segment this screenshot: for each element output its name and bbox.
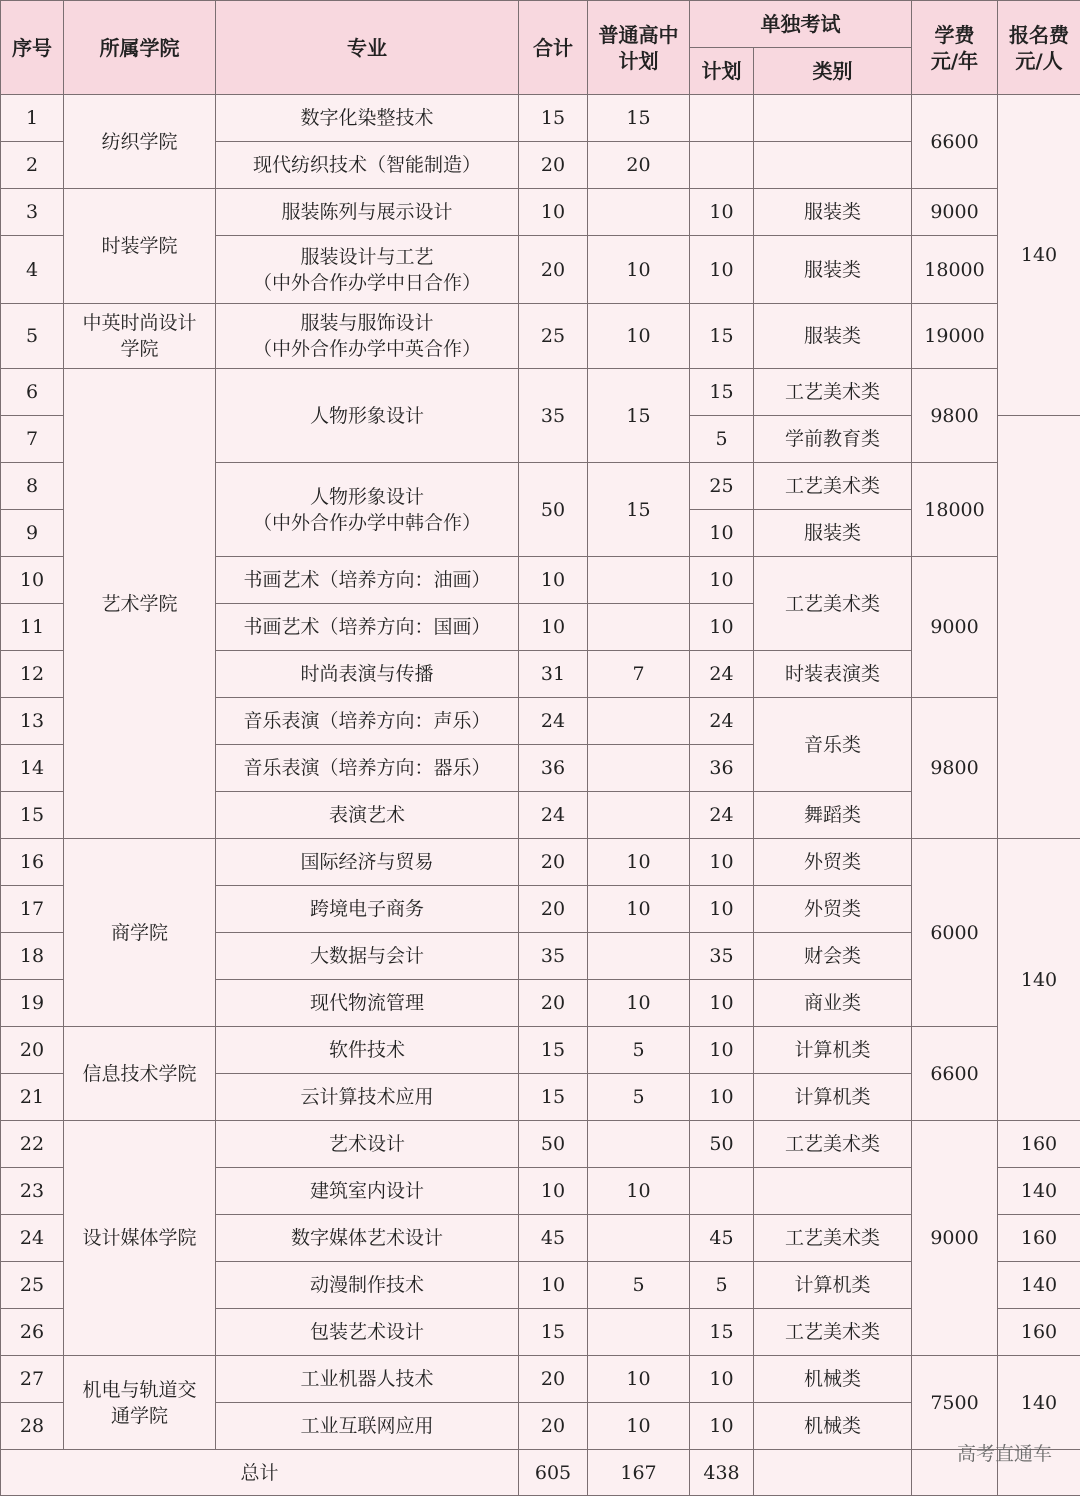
header-single-category: 类别 xyxy=(754,48,912,95)
cell-plan xyxy=(690,95,754,142)
cell-plan: 24 xyxy=(690,792,754,839)
header-single-exam: 单独考试 xyxy=(690,1,912,48)
cell-plan: 5 xyxy=(690,416,754,463)
cell-major: 云计算技术应用 xyxy=(216,1074,519,1121)
cell-seq: 6 xyxy=(1,369,64,416)
header-total: 合计 xyxy=(519,1,588,95)
cell-seq: 22 xyxy=(1,1121,64,1168)
cell-grand-regular: 167 xyxy=(588,1450,690,1496)
cell-major: 国际经济与贸易 xyxy=(216,839,519,886)
cell-regular: 15 xyxy=(588,369,690,463)
cell-seq: 5 xyxy=(1,304,64,369)
cell-major: 包装艺术设计 xyxy=(216,1309,519,1356)
cell-total: 20 xyxy=(519,886,588,933)
cell-seq: 15 xyxy=(1,792,64,839)
cell-seq: 21 xyxy=(1,1074,64,1121)
cell-regular xyxy=(588,1215,690,1262)
cell-total: 15 xyxy=(519,1027,588,1074)
cell-grand-total: 605 xyxy=(519,1450,588,1496)
cell-tuition: 18000 xyxy=(912,236,998,304)
cell-category: 计算机类 xyxy=(754,1027,912,1074)
cell-college-it: 信息技术学院 xyxy=(64,1027,216,1121)
cell-category: 机械类 xyxy=(754,1356,912,1403)
cell-seq: 14 xyxy=(1,745,64,792)
cell-seq: 17 xyxy=(1,886,64,933)
cell-college-design-media: 设计媒体学院 xyxy=(64,1121,216,1356)
cell-seq: 7 xyxy=(1,416,64,463)
cell-category xyxy=(754,1168,912,1215)
cell-total: 35 xyxy=(519,933,588,980)
table-row xyxy=(1,1356,1080,1403)
cell-total: 10 xyxy=(519,1262,588,1309)
cell-college-business: 商学院 xyxy=(64,839,216,1027)
cell-plan: 10 xyxy=(690,1027,754,1074)
cell-fee: 160 xyxy=(998,1121,1080,1168)
cell-major: 表演艺术 xyxy=(216,792,519,839)
cell-regular: 10 xyxy=(588,886,690,933)
cell-total: 15 xyxy=(519,95,588,142)
cell-category: 服装类 xyxy=(754,236,912,304)
cell-regular xyxy=(588,933,690,980)
cell-category: 财会类 xyxy=(754,933,912,980)
cell-plan: 45 xyxy=(690,1215,754,1262)
cell-seq: 11 xyxy=(1,604,64,651)
cell-major: 人物形象设计 （中外合作办学中韩合作） xyxy=(216,463,519,557)
cell-seq: 25 xyxy=(1,1262,64,1309)
cell-category: 工艺美术类 xyxy=(754,369,912,416)
cell-total: 10 xyxy=(519,604,588,651)
cell-seq: 20 xyxy=(1,1027,64,1074)
cell-tuition: 6600 xyxy=(912,1027,998,1121)
cell-total: 24 xyxy=(519,698,588,745)
cell-category: 服装类 xyxy=(754,510,912,557)
cell-major: 数字化染整技术 xyxy=(216,95,519,142)
cell-major: 艺术设计 xyxy=(216,1121,519,1168)
cell-fee: 140 xyxy=(998,1356,1080,1450)
cell-major: 人物形象设计 xyxy=(216,369,519,463)
cell-regular xyxy=(588,1121,690,1168)
cell-plan: 10 xyxy=(690,510,754,557)
cell-total: 20 xyxy=(519,1403,588,1450)
table-row xyxy=(1,369,1080,416)
cell-plan: 36 xyxy=(690,745,754,792)
cell-major: 服装与服饰设计 （中外合作办学中英合作） xyxy=(216,304,519,369)
cell-plan: 25 xyxy=(690,463,754,510)
cell-category: 服装类 xyxy=(754,189,912,236)
cell-regular: 10 xyxy=(588,980,690,1027)
cell-total: 20 xyxy=(519,839,588,886)
cell-tuition: 19000 xyxy=(912,304,998,369)
cell-total: 36 xyxy=(519,745,588,792)
cell-plan: 5 xyxy=(690,1262,754,1309)
cell-regular: 10 xyxy=(588,236,690,304)
table-row xyxy=(1,1121,1080,1168)
cell-major: 工业互联网应用 xyxy=(216,1403,519,1450)
cell-total: 15 xyxy=(519,1309,588,1356)
cell-seq: 4 xyxy=(1,236,64,304)
cell-major: 书画艺术（培养方向：国画） xyxy=(216,604,519,651)
cell-fee: 160 xyxy=(998,1309,1080,1356)
cell-tuition: 9800 xyxy=(912,369,998,463)
cell-college-fashion: 时装学院 xyxy=(64,189,216,304)
cell-major: 服装设计与工艺 （中外合作办学中日合作） xyxy=(216,236,519,304)
cell-fee: 140 xyxy=(998,95,1080,416)
cell-total: 10 xyxy=(519,557,588,604)
cell-regular xyxy=(588,745,690,792)
cell-regular xyxy=(588,1309,690,1356)
cell-category: 学前教育类 xyxy=(754,416,912,463)
cell-total: 25 xyxy=(519,304,588,369)
cell-total-label: 总计 xyxy=(1,1450,519,1496)
cell-plan: 10 xyxy=(690,886,754,933)
cell-seq: 3 xyxy=(1,189,64,236)
cell-plan: 10 xyxy=(690,1074,754,1121)
cell-plan: 10 xyxy=(690,1403,754,1450)
cell-category: 工艺美术类 xyxy=(754,557,912,651)
cell-category: 外贸类 xyxy=(754,839,912,886)
cell-total: 20 xyxy=(519,142,588,189)
cell-regular: 10 xyxy=(588,839,690,886)
cell-tuition: 9000 xyxy=(912,557,998,698)
table-row xyxy=(1,839,1080,886)
cell-college-art: 艺术学院 xyxy=(64,369,216,839)
cell-major: 服装陈列与展示设计 xyxy=(216,189,519,236)
cell-regular: 5 xyxy=(588,1262,690,1309)
table-row xyxy=(1,1027,1080,1074)
cell-plan: 10 xyxy=(690,980,754,1027)
cell-category: 计算机类 xyxy=(754,1262,912,1309)
cell-total: 45 xyxy=(519,1215,588,1262)
cell-seq: 16 xyxy=(1,839,64,886)
cell-tuition: 6000 xyxy=(912,839,998,1027)
table-total-row xyxy=(1,1450,1080,1496)
header-seq: 序号 xyxy=(1,1,64,95)
cell-category: 外贸类 xyxy=(754,886,912,933)
cell-seq: 18 xyxy=(1,933,64,980)
cell-plan: 10 xyxy=(690,557,754,604)
cell-seq: 2 xyxy=(1,142,64,189)
cell-regular: 10 xyxy=(588,1403,690,1450)
table-row xyxy=(1,304,1080,369)
cell-seq: 27 xyxy=(1,1356,64,1403)
cell-grand-plan: 438 xyxy=(690,1450,754,1496)
cell-regular xyxy=(588,792,690,839)
cell-regular: 10 xyxy=(588,1168,690,1215)
cell-regular xyxy=(588,698,690,745)
header-college: 所属学院 xyxy=(64,1,216,95)
cell-major: 动漫制作技术 xyxy=(216,1262,519,1309)
cell-category: 工艺美术类 xyxy=(754,1309,912,1356)
header-single-plan: 计划 xyxy=(690,48,754,95)
cell-fee: 140 xyxy=(998,839,1080,1121)
cell-plan: 10 xyxy=(690,189,754,236)
cell-plan: 10 xyxy=(690,604,754,651)
watermark: 高考直通车 xyxy=(957,1439,1052,1466)
cell-plan: 10 xyxy=(690,1356,754,1403)
cell-category: 计算机类 xyxy=(754,1074,912,1121)
cell-regular xyxy=(588,557,690,604)
cell-plan: 10 xyxy=(690,236,754,304)
table-row xyxy=(1,189,1080,236)
cell-regular: 10 xyxy=(588,304,690,369)
header-regular-plan: 普通高中 计划 xyxy=(588,1,690,95)
cell-total: 20 xyxy=(519,1356,588,1403)
header-major: 专业 xyxy=(216,1,519,95)
cell-plan: 15 xyxy=(690,1309,754,1356)
cell-fee: 140 xyxy=(998,1168,1080,1215)
cell-category: 工艺美术类 xyxy=(754,1121,912,1168)
cell-seq: 13 xyxy=(1,698,64,745)
cell-plan: 35 xyxy=(690,933,754,980)
cell-regular: 20 xyxy=(588,142,690,189)
cell-seq: 9 xyxy=(1,510,64,557)
cell-regular xyxy=(588,604,690,651)
cell-category: 音乐类 xyxy=(754,698,912,792)
cell-regular: 15 xyxy=(588,95,690,142)
cell-major: 软件技术 xyxy=(216,1027,519,1074)
cell-plan: 50 xyxy=(690,1121,754,1168)
cell-category: 工艺美术类 xyxy=(754,463,912,510)
cell-major: 大数据与会计 xyxy=(216,933,519,980)
cell-category: 时装表演类 xyxy=(754,651,912,698)
cell-fee: 140 xyxy=(998,1262,1080,1309)
cell-total: 31 xyxy=(519,651,588,698)
cell-plan xyxy=(690,142,754,189)
cell-seq: 24 xyxy=(1,1215,64,1262)
cell-total: 35 xyxy=(519,369,588,463)
cell-seq: 8 xyxy=(1,463,64,510)
cell-total: 10 xyxy=(519,1168,588,1215)
cell-category: 工艺美术类 xyxy=(754,1215,912,1262)
cell-college-textile: 纺织学院 xyxy=(64,95,216,189)
cell-tuition: 6600 xyxy=(912,95,998,189)
cell-plan: 24 xyxy=(690,698,754,745)
cell-college-mech: 机电与轨道交 通学院 xyxy=(64,1356,216,1450)
cell-category: 商业类 xyxy=(754,980,912,1027)
cell-plan: 24 xyxy=(690,651,754,698)
cell-tuition: 9800 xyxy=(912,698,998,839)
cell-category xyxy=(754,142,912,189)
cell-plan: 15 xyxy=(690,369,754,416)
cell-major: 书画艺术（培养方向：油画） xyxy=(216,557,519,604)
cell-college-sino-british: 中英时尚设计 学院 xyxy=(64,304,216,369)
cell-total: 50 xyxy=(519,463,588,557)
cell-tuition: 9000 xyxy=(912,189,998,236)
cell-total: 15 xyxy=(519,1074,588,1121)
cell-fee: 160 xyxy=(998,1215,1080,1262)
cell-regular: 5 xyxy=(588,1027,690,1074)
cell-category: 机械类 xyxy=(754,1403,912,1450)
cell-tuition: 7500 xyxy=(912,1356,998,1450)
table-row xyxy=(1,95,1080,142)
cell-total: 20 xyxy=(519,236,588,304)
cell-major: 跨境电子商务 xyxy=(216,886,519,933)
cell-major: 音乐表演（培养方向：器乐） xyxy=(216,745,519,792)
cell-regular xyxy=(588,189,690,236)
cell-regular: 7 xyxy=(588,651,690,698)
header-tuition: 学费 元/年 xyxy=(912,1,998,95)
cell-seq: 28 xyxy=(1,1403,64,1450)
cell-tuition: 18000 xyxy=(912,463,998,557)
cell-category: 舞蹈类 xyxy=(754,792,912,839)
cell-seq: 12 xyxy=(1,651,64,698)
cell-total: 24 xyxy=(519,792,588,839)
cell-major: 建筑室内设计 xyxy=(216,1168,519,1215)
cell-major: 现代物流管理 xyxy=(216,980,519,1027)
cell-empty xyxy=(754,1450,912,1496)
cell-major: 音乐表演（培养方向：声乐） xyxy=(216,698,519,745)
cell-total: 10 xyxy=(519,189,588,236)
cell-total: 20 xyxy=(519,980,588,1027)
cell-plan: 10 xyxy=(690,839,754,886)
cell-seq: 19 xyxy=(1,980,64,1027)
cell-major: 工业机器人技术 xyxy=(216,1356,519,1403)
cell-major: 时尚表演与传播 xyxy=(216,651,519,698)
cell-regular: 10 xyxy=(588,1356,690,1403)
cell-category xyxy=(754,95,912,142)
cell-seq: 1 xyxy=(1,95,64,142)
cell-regular: 15 xyxy=(588,463,690,557)
cell-seq: 10 xyxy=(1,557,64,604)
cell-total: 50 xyxy=(519,1121,588,1168)
cell-major: 现代纺织技术（智能制造） xyxy=(216,142,519,189)
cell-tuition: 9000 xyxy=(912,1121,998,1356)
cell-plan xyxy=(690,1168,754,1215)
cell-plan: 15 xyxy=(690,304,754,369)
cell-category: 服装类 xyxy=(754,304,912,369)
cell-regular: 5 xyxy=(588,1074,690,1121)
header-fee: 报名费 元/人 xyxy=(998,1,1080,95)
cell-seq: 23 xyxy=(1,1168,64,1215)
cell-seq: 26 xyxy=(1,1309,64,1356)
cell-major: 数字媒体艺术设计 xyxy=(216,1215,519,1262)
